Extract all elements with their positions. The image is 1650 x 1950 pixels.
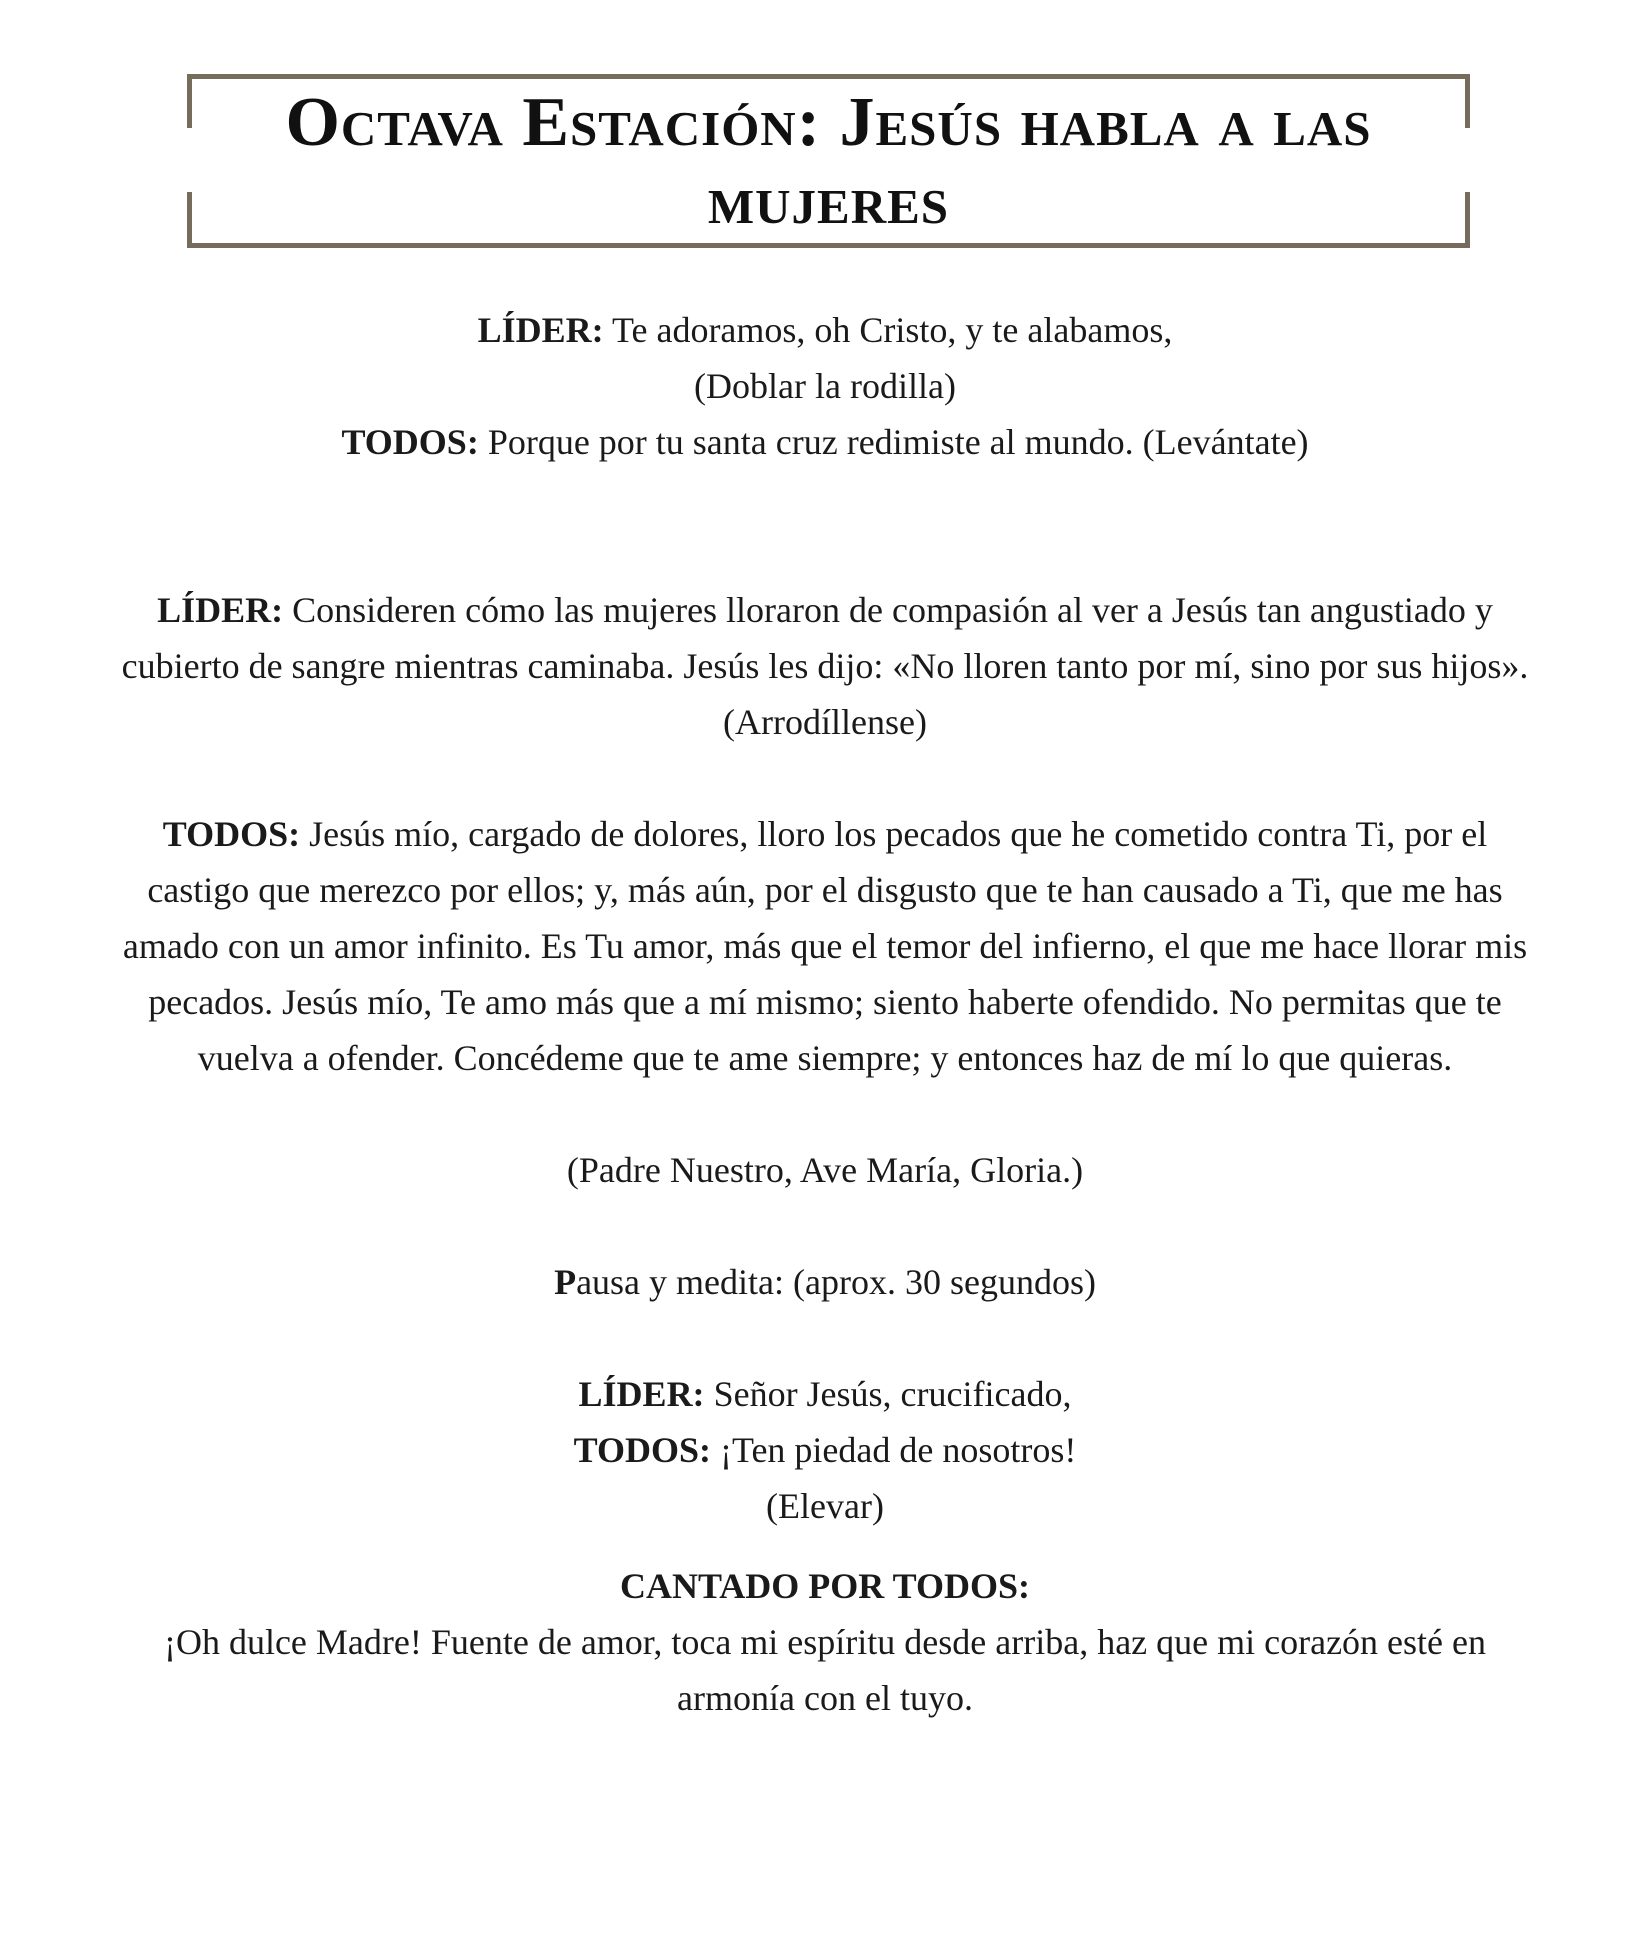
spacer	[110, 1198, 1540, 1254]
document-body	[110, 302, 1540, 1726]
closing-all-text: ¡Ten piedad de nosotros!	[710, 1430, 1077, 1470]
all-label: TODOS:	[341, 422, 479, 462]
closing-leader-line	[110, 1366, 1540, 1422]
intro-all-line	[110, 414, 1540, 470]
spacer	[110, 1086, 1540, 1142]
frame-bottom-border	[187, 243, 1470, 248]
kneel-note: (Doblar la rodilla)	[694, 366, 956, 406]
prayers-note: (Padre Nuestro, Ave María, Gloria.)	[566, 1150, 1084, 1190]
prayer-paragraph	[110, 806, 1540, 1086]
leader-label: LÍDER:	[578, 1374, 705, 1414]
elevate-note: (Elevar)	[766, 1486, 884, 1526]
page-title: Octava Estación: Jesús habla a las mujeres	[285, 84, 1372, 239]
reflection-paragraph	[110, 582, 1540, 750]
reflection-text: Consideren cómo las mujeres lloraron de compasión al ver a Jesús tan angustiado y cubierto de sangre mientras caminaba. Jesús les dijo: «No lloren tanto por mí, sino por sus hijos». (Arrodíllense)	[121, 590, 1529, 742]
intro-all-text: Porque por tu santa cruz redimiste al mundo. (Levántate)	[478, 422, 1309, 462]
spacer	[110, 470, 1540, 582]
intro-leader-text: Te adoramos, oh Cristo, y te alabamos,	[603, 310, 1173, 350]
spacer	[110, 1534, 1540, 1558]
spacer	[110, 1310, 1540, 1366]
pause-text: ausa y medita: (aprox. 30 segundos)	[576, 1262, 1096, 1302]
prayer-text: Jesús mío, cargado de dolores, lloro los pecados que he cometido contra Ti, por el castigo que merezco por ellos; y, más aún, por el disgusto que te han causado a Ti, que me has amado con un amor infinito. Es Tu amor, más que el temor del infierno, el que me hace llorar mis pecados. Jesús mío, Te amo más que a mí mismo; siento haberte ofendido. No permitas que te vuelva a ofender. Concédeme que te ame siempre; y entonces haz de mí lo que quieras.	[122, 814, 1528, 1078]
hymn-text: ¡Oh dulce Madre! Fuente de amor, toca mi espíritu desde arriba, haz que mi corazón esté en armonía con el tuyo.	[163, 1622, 1487, 1718]
closing-leader-text: Señor Jesús, crucificado,	[704, 1374, 1072, 1414]
closing-all-line	[110, 1422, 1540, 1478]
leader-label: LÍDER:	[477, 310, 604, 350]
frame-top-border	[187, 74, 1470, 79]
spacer	[110, 750, 1540, 806]
pause-line	[110, 1254, 1540, 1310]
all-label: TODOS:	[162, 814, 301, 854]
all-label: TODOS:	[573, 1430, 711, 1470]
pause-initial: P	[554, 1262, 577, 1302]
intro-leader-line	[110, 302, 1540, 358]
leader-label: LÍDER:	[157, 590, 284, 630]
hymn-heading: CANTADO POR TODOS:	[619, 1566, 1031, 1606]
